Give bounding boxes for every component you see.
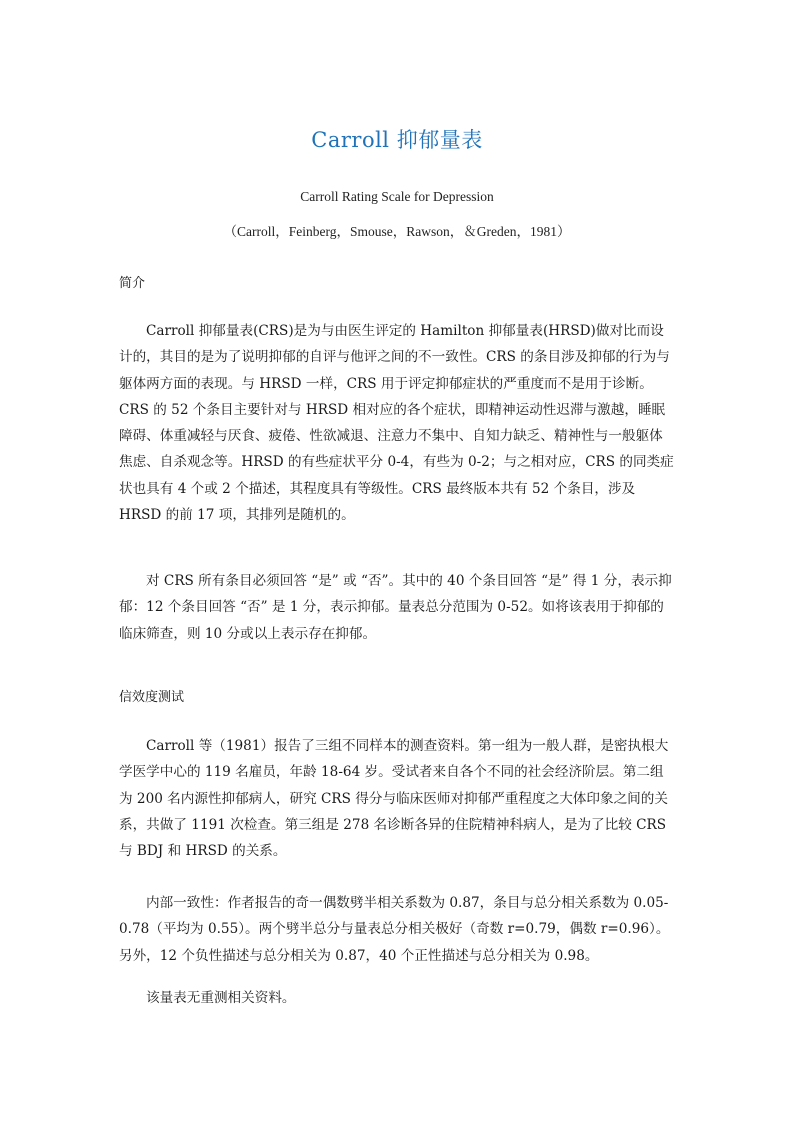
document-title: Carroll 抑郁量表 xyxy=(311,128,483,152)
reliability-paragraph-1: Carroll 等（1981）报告了三组不同样本的测查资料。第一组为一般人群，是密执根大学医学中心的 119 名雇员，年龄 18-64 岁。受试者来自各个不同的社会经济阶层。第二组为 200 名内源性抑郁病人，研究 CRS 得分与临床医师对抑郁严重程度之大体印象之间的关系，共做了 1191 次检查。第三组是 278 名诊断各异的住院精神科病人，是为了比较 CRS 与 BDJ 和 HRSD 的关系。 xyxy=(119,738,669,860)
section-heading-reliability: 信效度测试 xyxy=(119,690,185,705)
reliability-paragraph-3: 该量表无重测相关资料。 xyxy=(146,990,296,1006)
intro-paragraph-2: 对 CRS 所有条目必须回答 “是” 或 “否”。其中的 40 个条目回答 “是” 得 1 分，表示抑郁：12 个条目回答 “否” 是 1 分，表示抑郁。量表总分范围为 0-52。如将该表用于抑郁的临床筛查，则 10 分或以上表示存在抑郁。 xyxy=(119,573,672,642)
intro-paragraph-1: Carroll 抑郁量表(CRS)是为与由医生评定的 Hamilton 抑郁量表(HRSD)做对比而设计的，其目的是为了说明抑郁的自评与他评之间的不一致性。CRS 的条目涉及抑郁的行为与躯体两方面的表现。与 HRSD 一样，CRS 用于评定抑郁症状的严重度而不是用于诊断。CRS 的 52 个条目主要针对与 HRSD 相对应的各个症状，即精神运动性迟滞与激越，睡眠障碍、体重减轻与厌食、疲倦、性欲减退、注意力不集中、自知力缺乏、精神性与一般躯体焦虑、自杀观念等。HRSD 的有些症状平分 0-4，有些为 0-2；与之相对应，CRS 的同类症状也具有 4 个或 2 个描述，其程度具有等级性。CRS 最终版本共有 52 个条目，涉及 HRSD 的前 17 项，其排列是随机的。 xyxy=(119,323,674,524)
reliability-paragraph-2: 内部一致性：作者报告的奇一偶数劈半相关系数为 0.87，条目与总分相关系数为 0.05-0.78（平均为 0.55）。两个劈半总分与量表总分相关极好（奇数 r=0.79，偶数 r=0.96）。另外，12 个负性描述与总分相关为 0.87，40 个正性描述与总分相关为 0.98。 xyxy=(119,895,670,964)
document-authors: （Carroll，Feinberg，Smouse，Rawson，＆Greden，1981） xyxy=(223,224,571,239)
document-subtitle: Carroll Rating Scale for Depression xyxy=(300,189,494,204)
section-heading-intro: 简介 xyxy=(119,276,146,291)
